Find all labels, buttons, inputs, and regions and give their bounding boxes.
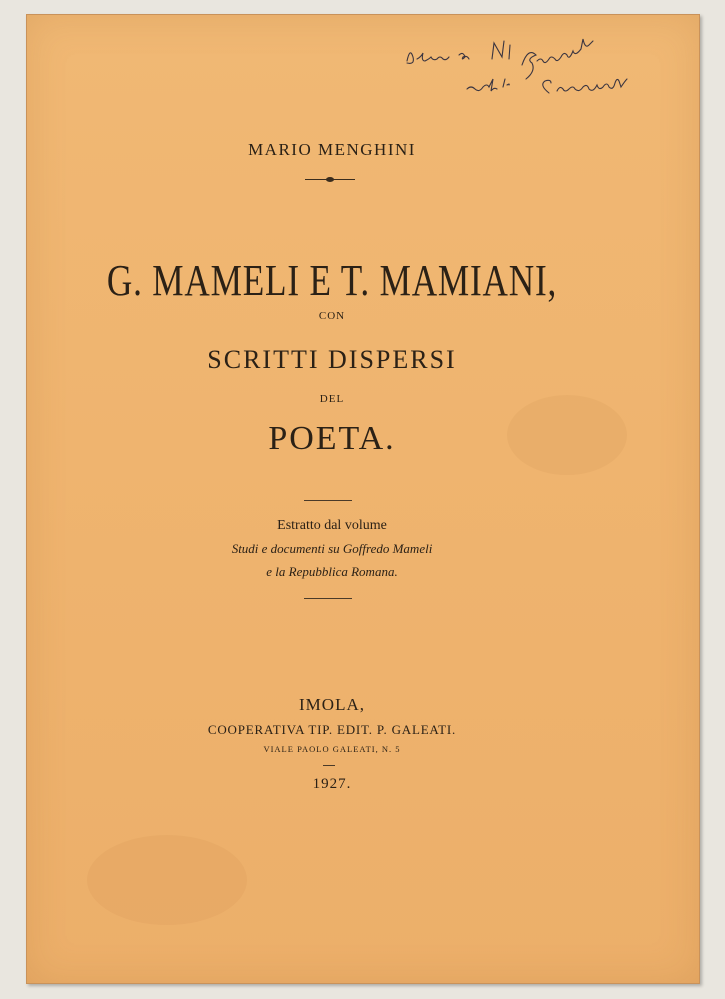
volume-title-line1: Studi e documenti su Goffredo Mameli (231, 541, 433, 556)
title-connector-del: DEL (319, 393, 345, 405)
subtitle: SCRITTI DISPERSI (207, 345, 457, 374)
subtitle-poeta: POETA. (268, 420, 396, 457)
publisher-name: COOPERATIVA TIP. EDIT. P. GALEATI. (207, 722, 457, 737)
extract-note: Estratto dal volume (277, 518, 387, 533)
handwritten-inscription (397, 29, 697, 119)
publication-city: IMOLA, (299, 695, 365, 714)
publisher-address: VIALE PAOLO GALEATI, N. 5 (263, 744, 401, 754)
author-name: MARIO MENGHINI (248, 140, 416, 159)
divider-rule (304, 598, 352, 599)
pamphlet-cover (26, 14, 700, 984)
ornament-divider (305, 179, 355, 181)
main-title: G. MAMELI E T. MAMIANI, (106, 256, 558, 305)
paper-stain (87, 835, 247, 925)
divider-rule (323, 765, 335, 766)
title-connector-con: CON (318, 310, 346, 322)
volume-title-line2: e la Repubblica Romana. (266, 564, 398, 579)
publication-year: 1927. (312, 776, 352, 792)
divider-rule (304, 500, 352, 501)
